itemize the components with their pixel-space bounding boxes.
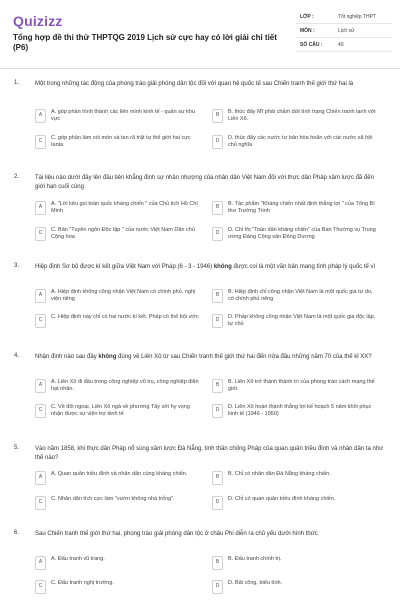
option-text: B. Tác phẩm "Kháng chiến nhất định thắng lợi " của Tổng Bí thư Trường Trinh <box>228 201 375 214</box>
option-letter: D <box>215 317 220 323</box>
option-text: B. Chỉ có nhân dân Đà Nẵng kháng chiến. <box>228 471 331 477</box>
option-text: C. góp phần làm xói mòn và tan rã trật tự thế giới hai cực Ianta <box>51 135 191 148</box>
question-text-part: đúng về Liên Xô từ sau Chiến tranh thế giới thứ hai đến nửa đầu những năm 70 của thế kỉ XX? <box>116 354 372 360</box>
meta-table <box>296 10 392 52</box>
option-text: C. Nhân dân tích cực làm "vườn không nhà trống". <box>51 496 175 502</box>
question-text <box>35 530 385 539</box>
answer-option-b[interactable] <box>212 377 380 397</box>
option-text: A. Liên Xô đi đầu trong công nghiệp vũ trụ, công nghiệp điện hạt nhân. <box>51 379 199 392</box>
question-number: 2. <box>14 174 20 180</box>
question-text-part: được coi là một văn bản mang tính pháp lý quốc tế vì <box>231 264 376 270</box>
page-title: Tổng hợp đề thi thử THPTQG 2019 Lịch sử cực hay có lời giải chi tiết (P6) <box>13 33 277 52</box>
option-letter: C <box>38 583 43 589</box>
answer-option-c[interactable] <box>35 494 203 514</box>
option-letter: D <box>215 138 220 144</box>
option-text: B. thúc đẩy Mĩ phải chấm dứt tình trạng Chiến tranh lạnh với Liên Xô. <box>228 109 376 122</box>
answer-option-b[interactable] <box>212 107 380 127</box>
question-text-part: Một trong những tác động của phong trào giải phóng dân tộc đối với quan hệ quốc tế sau Chiến tranh thế giới thứ hai là <box>35 81 354 87</box>
answer-option-b[interactable] <box>212 199 380 219</box>
meta-label: LỚP : <box>300 14 314 20</box>
question-text <box>35 174 385 192</box>
meta-row-subject <box>296 24 392 38</box>
option-text: D. Liên Xô hoàn thành thắng lợi kế hoạch 5 năm khôi phục kinh tế (1946 - 1950) <box>228 404 372 417</box>
option-letter: B <box>215 292 220 298</box>
meta-row-count <box>296 38 392 52</box>
option-letter: A <box>38 474 43 480</box>
option-letter: D <box>215 407 220 413</box>
answer-option-d[interactable] <box>212 494 380 514</box>
option-letter: A <box>38 112 43 118</box>
question-text-part: Tài liệu nào dưới đây lên đầu tiên khẳng định sự nhân nhượng của nhân dân Việt Nam đối với thực dân Pháp xâm lược đã đến giới hạn cuối cùng <box>35 175 374 190</box>
question-text <box>35 263 385 272</box>
option-letter: C <box>38 230 43 236</box>
answer-option-a[interactable] <box>35 287 203 307</box>
option-letter: A <box>38 559 43 565</box>
answer-option-c[interactable] <box>35 578 203 598</box>
option-text: A. góp phần hình thành các liên minh kinh tế - quân sự khu vực <box>51 109 196 122</box>
question-text-part: Sau Chiến tranh thế giới thứ hai, phong trào giải phóng dân tộc ở châu Phi diễn ra chủ yếu dưới hình thức <box>35 531 318 537</box>
option-letter: B <box>215 559 220 565</box>
answer-option-d[interactable] <box>212 225 380 245</box>
option-letter: A <box>38 204 43 210</box>
option-text: B. Liên Xô trở thành thành trì của phong trào cách mạng thế giới. <box>228 379 375 392</box>
question-text <box>35 445 385 463</box>
option-letter: B <box>215 474 220 480</box>
option-text: D. thúc đẩy các nước tư bản hòa hoãn với các nước xã hội chủ nghĩa <box>228 135 373 148</box>
header-divider <box>0 68 400 69</box>
option-letter: A <box>38 292 43 298</box>
option-letter: C <box>38 407 43 413</box>
meta-label: MÔN : <box>300 28 315 34</box>
answer-option-c[interactable] <box>35 312 203 332</box>
question-text-emphasis: không <box>98 354 117 360</box>
question-text-part: Vào năm 1858, khi thực dân Pháp nổ súng xâm lược Đà Nẵng, tinh thần chống Pháp của quan quân triều đình và nhân dân ta như thế nào? <box>35 446 384 461</box>
option-text: A. Hiệp định không công nhận Việt Nam có chính phủ, nghị viện riêng <box>51 289 196 302</box>
answer-option-a[interactable] <box>35 199 203 219</box>
option-text: C. Bản "Tuyên ngôn Độc lập " của nước Việt Nam Dân chủ Cộng hòa <box>51 227 195 240</box>
answer-option-d[interactable] <box>212 312 380 332</box>
option-text: D. Pháp không công nhận Việt Nam là một quốc gia độc lập, tự chủ <box>228 314 376 327</box>
option-letter: B <box>215 112 220 118</box>
option-text: C. Hiệp định này chỉ có hai nước kí kết, Pháp có thể bội ước <box>51 314 199 320</box>
question-text-part: Hiệp định Sơ bộ được kí kết giữa Việt Nam với Pháp (6 - 3 - 1946) <box>35 264 214 270</box>
option-letter: D <box>215 230 220 236</box>
quizizz-logo: Quizizz <box>13 13 63 29</box>
option-letter: B <box>215 382 220 388</box>
option-text: C. Đấu tranh nghị trường. <box>51 580 114 586</box>
answer-option-c[interactable] <box>35 225 203 245</box>
meta-row-class <box>296 10 392 24</box>
option-letter: B <box>215 204 220 210</box>
option-text: B. Hiệp định chỉ công nhận Việt Nam là một quốc gia tự do, có chính phủ riêng <box>228 289 373 302</box>
question-number: 1. <box>14 80 20 86</box>
answer-option-d[interactable] <box>212 133 380 153</box>
answer-option-a[interactable] <box>35 469 203 489</box>
option-text: A. Đấu tranh vũ trang. <box>51 556 105 562</box>
answer-option-a[interactable] <box>35 377 203 397</box>
question-number: 3. <box>14 263 20 269</box>
question-number: 6. <box>14 530 20 536</box>
meta-value: 40 <box>338 42 344 48</box>
option-text: A. Quan quân triều đình và nhân dân cùng kháng chiến. <box>51 471 188 477</box>
option-letter: D <box>215 499 220 505</box>
meta-value: Tốt nghiệp THPT <box>338 14 376 20</box>
meta-label: SỐ CÂU : <box>300 42 323 48</box>
question-number: 4. <box>14 353 20 359</box>
option-letter: C <box>38 499 43 505</box>
question-number: 5. <box>14 445 20 451</box>
question-text-emphasis: không <box>213 264 232 270</box>
option-letter: C <box>38 317 43 323</box>
option-letter: C <box>38 138 43 144</box>
question-text <box>35 80 385 89</box>
answer-option-c[interactable] <box>35 402 203 422</box>
option-text: D. Bãi công, biểu tình. <box>228 580 283 586</box>
question-text-part: Nhận định nào sau đây <box>35 354 99 360</box>
answer-option-a[interactable] <box>35 107 203 127</box>
option-text: C. Về đối ngoại, Liên Xô ngả về phương Tây với hy vọng nhận được sự viện trợ kinh tế <box>51 404 190 417</box>
option-letter: D <box>215 583 220 589</box>
answer-option-d[interactable] <box>212 402 380 422</box>
question-text <box>35 353 385 362</box>
answer-option-b[interactable] <box>212 469 380 489</box>
worksheet-header <box>0 0 400 68</box>
answer-option-b[interactable] <box>212 287 380 307</box>
answer-option-c[interactable] <box>35 133 203 153</box>
option-text: D. Chỉ thị "Toàn dân kháng chiến" của Ban Thường vụ Trung ương Đảng Cộng sản Đông Dương <box>228 227 376 240</box>
meta-value: Lịch sử <box>338 28 355 34</box>
answer-option-d[interactable] <box>212 578 380 598</box>
option-text: A. "Lời kêu gọi toàn quốc kháng chiến " của Chủ tịch Hồ Chí Minh <box>51 201 198 214</box>
option-letter: A <box>38 382 43 388</box>
answer-option-a[interactable] <box>35 554 203 574</box>
answer-option-b[interactable] <box>212 554 380 574</box>
option-text: D. Chỉ có quan quân triều đình kháng chiến. <box>228 496 336 502</box>
option-text: B. Đấu tranh chính trị. <box>228 556 282 562</box>
